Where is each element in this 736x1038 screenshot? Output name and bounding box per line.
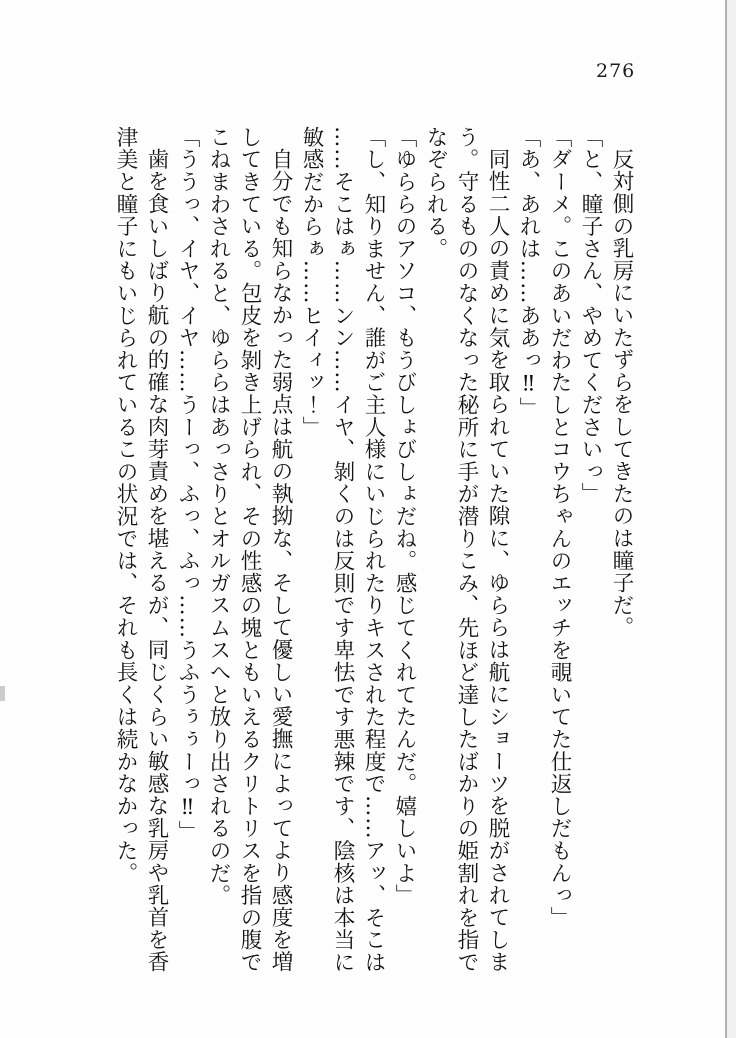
text-line: 津美と瞳子にもいじられているこの状況では、それも長くは続かなかった。	[113, 126, 138, 885]
text-line: ……そこはぁ……ンン……イヤ、剝くのは反則です卑怯です悪辣です、陰核は本当に	[330, 126, 355, 974]
text-line: なぞられる。	[423, 126, 448, 260]
text-line: 「あ、あれは……ああっ‼」	[516, 126, 541, 420]
text-line: 「ううっ、イヤ、イヤ……うーっ、ふっ、ふっ……うふうぅぅーっ‼」	[175, 126, 200, 844]
page-number: 276	[596, 60, 636, 82]
text-line: 自分でも知らなかった弱点は航の執拗な、そして優しい愛撫によってより感度を増	[268, 147, 293, 973]
scan-edge-speck	[0, 686, 5, 701]
scan-edge-line	[725, 0, 727, 1038]
text-line: 「ダーメ。このあいだわたしとコウちゃんのエッチを覗いてた仕返しだもんっ」	[547, 126, 572, 929]
text-line: 「ゆららのアソコ、もうびしょびしょだね。感じてくれてたんだ。嬉しいよ」	[392, 126, 417, 907]
text-line: してきている。包皮を剝き上げられ、その性感の塊ともいえるクリトリスを指の腹で	[237, 126, 262, 974]
text-line: 反対側の乳房にいたずらをしてきたのは瞳子だ。	[609, 147, 634, 639]
text-line: 「し、知りません、誰がご主人様にいじられたりキスされた程度で……アッ、そこは	[361, 126, 386, 974]
text-line: 同性二人の責めに気を取られていた隙に、ゆららは航にショーツを脱がされてしま	[485, 147, 510, 973]
text-block	[110, 126, 637, 990]
scan-edge-strip	[727, 0, 736, 1038]
text-line: こねまわされると、ゆららはあっさりとオルガスムスへと放り出されるのだ。	[206, 126, 231, 907]
text-line: 「と、瞳子さん、やめてくださいっ」	[578, 126, 603, 506]
text-line: う。守るもののなくなった秘所に手が潜りこみ、先ほど達したばかりの姫割れを指で	[454, 126, 479, 974]
text-line: 敏感だからぁ……ヒイィッ！」	[299, 126, 324, 439]
text-line: 歯を食いしばり航の的確な肉芽責めを堪えるが、同じくらい敏感な乳房や乳首を香	[144, 147, 169, 973]
